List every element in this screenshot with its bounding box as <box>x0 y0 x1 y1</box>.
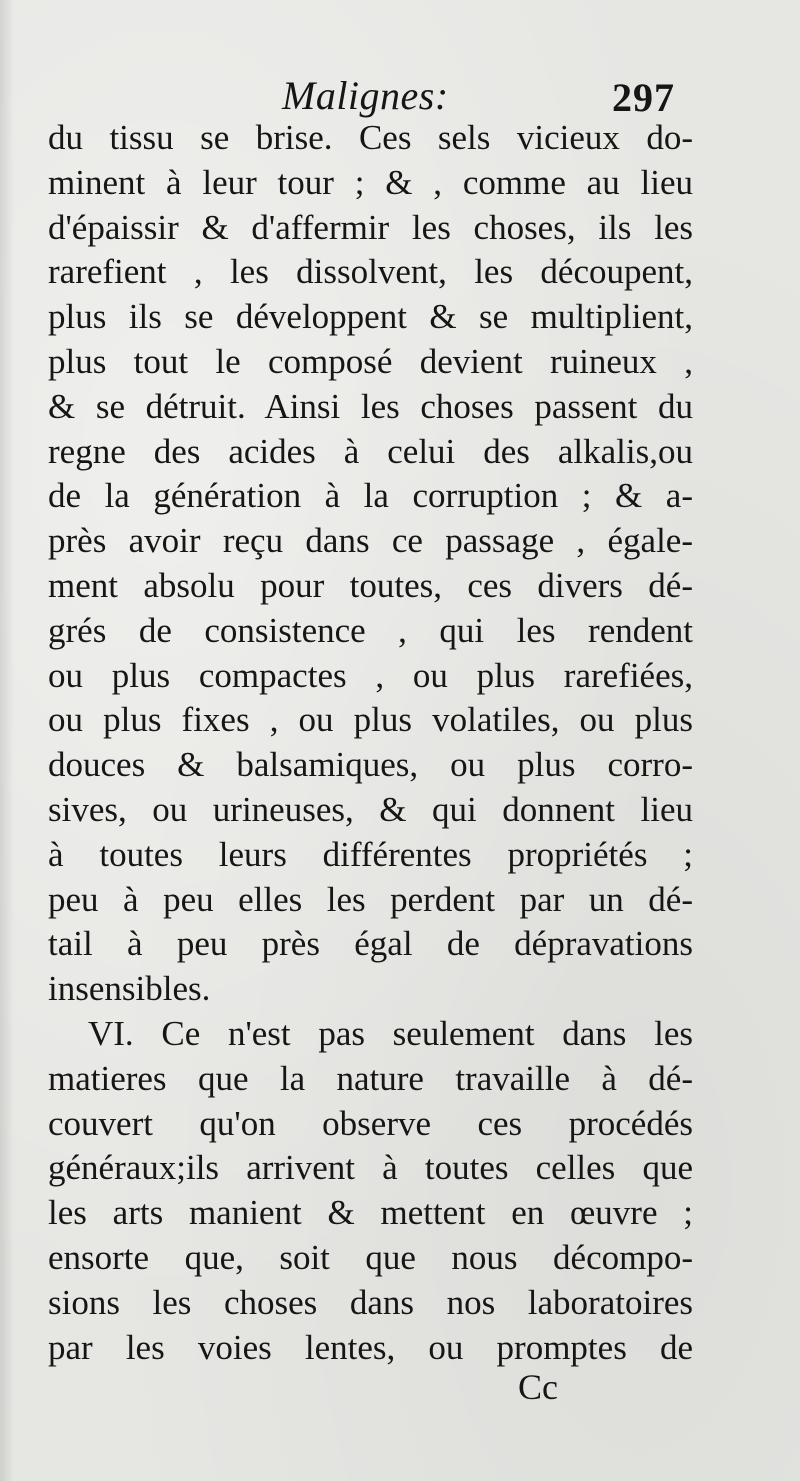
text-line: matieres que la nature travaille à dé- <box>48 1058 693 1098</box>
running-title: Malignes: <box>282 73 449 118</box>
text-line: douces & balsamiques, ou plus corro- <box>48 745 693 785</box>
text-line: insensibles. <box>48 969 211 1009</box>
text-line: du tissu se brise. Ces sels vicieux do- <box>48 118 693 157</box>
signature-mark: Cc <box>518 1367 558 1407</box>
text-line: sions les choses dans nos laboratoires <box>48 1282 693 1322</box>
text-line: plus tout le composé devient ruineux , <box>48 341 693 381</box>
page-number: 297 <box>612 75 675 120</box>
text-line: peu à peu elles les perdent par un dé- <box>48 879 693 919</box>
text-line: près avoir reçu dans ce passage , égale- <box>48 521 693 561</box>
text-line: ment absolu pour toutes, ces divers dé- <box>48 565 693 605</box>
gutter-shadow <box>0 0 14 1481</box>
text-line: & se détruit. Ainsi les choses passent du <box>48 386 693 426</box>
text-line: plus ils se développent & se multiplient, <box>48 297 693 337</box>
text-line: rarefient , les dissolvent, les découpent, <box>48 252 693 292</box>
text-line: les arts manient & mettent en œuvre ; <box>48 1193 693 1233</box>
text-line: à toutes leurs différentes propriétés ; <box>48 834 693 874</box>
text-line: par les voies lentes, ou promptes de <box>48 1327 693 1367</box>
text-line: sives, ou urineuses, & qui donnent lieu <box>48 789 693 829</box>
text-line: tail à peu près égal de dépravations <box>48 924 693 964</box>
text-line: d'épaissir & d'affermir les choses, ils les <box>48 207 693 247</box>
text-line: ou plus compactes , ou plus rarefiées, <box>48 655 693 695</box>
text-line: ensorte que, soit que nous décompo- <box>48 1237 693 1277</box>
text-line: minent à leur tour ; & , comme au lieu <box>48 162 693 202</box>
text-line: de la génération à la corruption ; & a- <box>48 476 693 516</box>
text-line: grés de consistence , qui les rendent <box>48 610 693 650</box>
body-text <box>48 116 693 1370</box>
text-line: regne des acides à celui des alkalis,ou <box>48 431 693 471</box>
text-line: couvert qu'on observe ces procédés <box>48 1103 693 1143</box>
section-heading-line: VI. Ce n'est pas seulement dans les <box>88 1013 693 1053</box>
text-line: ou plus fixes , ou plus volatiles, ou plus <box>48 700 693 740</box>
text-line: généraux;ils arrivent à toutes celles que <box>48 1148 693 1188</box>
